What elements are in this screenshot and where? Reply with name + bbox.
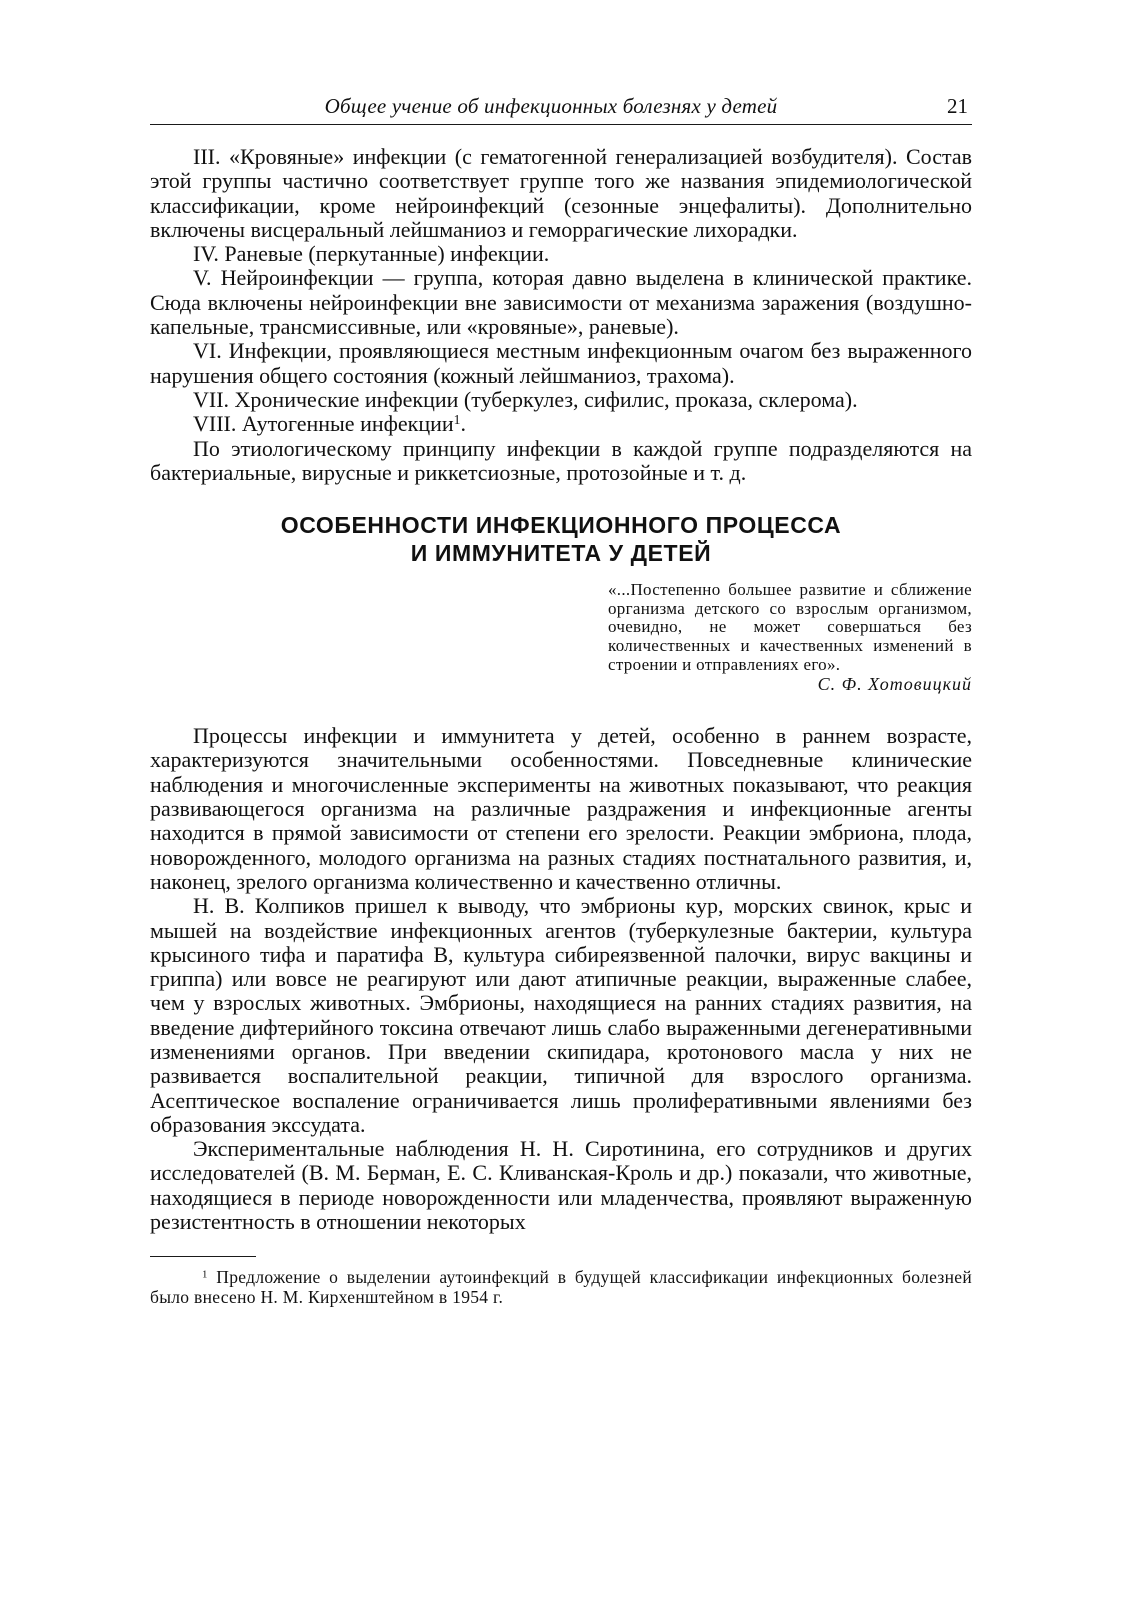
footnote-reference: 1 bbox=[453, 412, 461, 428]
section-heading-line-2: И ИММУНИТЕТА У ДЕТЕЙ bbox=[410, 540, 712, 567]
classification-item-3: III. «Кровяные» инфекции (с гематогенной генерализацией возбудителя). Состав этой группы частично соответствует группе того же названия эпидемиологической классификации, кроме нейроинфекций (сезонные энцефалиты). Дополнительно включены висцеральный лейшманиоз и геморрагические лихорадки. bbox=[150, 144, 972, 242]
section-heading bbox=[150, 511, 972, 567]
classification-item-6: VI. Инфекции, проявляющиеся местным инфекционным очагом без выраженного нарушения общего состояния (кожный лейшманиоз, трахома). bbox=[150, 338, 972, 388]
classification-item-7: VII. Хронические инфекции (туберкулез, сифилис, проказа, склерома). bbox=[193, 386, 858, 412]
epigraph bbox=[608, 581, 972, 694]
running-title: Общее учение об инфекционных болезнях у детей bbox=[324, 94, 778, 118]
section-heading-line-1: ОСОБЕННОСТИ ИНФЕКЦИОННОГО ПРОЦЕССА bbox=[280, 512, 842, 539]
classification-item-8 bbox=[150, 412, 972, 436]
paragraph-1: Процессы инфекции и иммунитета у детей, особенно в раннем возрасте, характеризуются значительными особенностями. Повседневные клинические наблюдения и многочисленные эксперименты на животных показывают, что реакция развивающегося организма на различные раздражения и инфекционные агенты находится в прямой зависимости от степени его зрелости. Реакции эмбриона, плода, новорожденного, молодого организма на разных стадиях постнатального развития, и, наконец, зрелого организма количественно и качественно отличны. bbox=[150, 723, 972, 894]
classification-item-8-end: . bbox=[460, 411, 466, 437]
book-page bbox=[150, 92, 972, 1307]
footnote-divider bbox=[150, 1256, 256, 1257]
running-head bbox=[150, 92, 972, 125]
classification-item-8-text: VIII. Аутогенные инфекции bbox=[193, 411, 454, 437]
page-number: 21 bbox=[947, 94, 968, 118]
section-body bbox=[150, 724, 972, 1234]
footnote-mark: 1 bbox=[202, 1268, 208, 1281]
etiology-paragraph: По этиологическому принципу инфекции в каждой группе подразделяются на бактериальные, вирусные и риккетсиозные, протозойные и т. д. bbox=[150, 435, 972, 485]
classification-item-5: V. Нейроинфекции — группа, которая давно выделена в клинической практике. Сюда включены нейроинфекции вне зависимости от механизма заражения (воздушно-капельные, трансмиссивные, или «кровяные», раневые). bbox=[150, 265, 972, 340]
epigraph-author: С. Ф. Хотовицкий bbox=[817, 674, 972, 695]
paragraph-2: Н. В. Колпиков пришел к выводу, что эмбрионы кур, морских свинок, крыс и мышей на воздействие инфекционных агентов (туберкулезные бактерии, культура крысиного тифа и паратифа В, культура сибиреязвенной палочки, вирус вакцины и гриппа) или вовсе не реагируют или дают атипичные реакции, выраженные слабее, чем у взрослых животных. Эмбрионы, находящиеся на ранних стадиях развития, на введение дифтерийного токсина отвечают лишь слабо выраженными дегенеративными изменениями органов. При введении скипидара, кротонового масла у них не развивается воспалительной реакции, типичной для взрослого организма. Асептическое воспаление ограничивается лишь пролиферативными явлениями без образования экссудата. bbox=[150, 893, 972, 1137]
paragraph-3: Экспериментальные наблюдения Н. Н. Сиротинина, его сотрудников и других исследователей (В. М. Берман, Е. С. Кливанская-Кроль и др.) показали, что животные, находящиеся в периоде новорожденности или младенчества, проявляют выраженную резистентность в отношении некоторых bbox=[150, 1136, 972, 1235]
footnote bbox=[150, 1267, 972, 1307]
footnote-text: Предложение о выделении аутоинфекций в будущей классификации инфекционных болезней было внесено Н. М. Кирхенштейном в 1954 г. bbox=[150, 1267, 972, 1308]
classification-item-4: IV. Раневые (перкутанные) инфекции. bbox=[193, 241, 550, 267]
classification-list bbox=[150, 145, 972, 485]
epigraph-text: «...Постепенно большее развитие и сближение организма детского со взрослым организмом, очевидно, не может совершаться без количественных и качественных изменений в строении и отправлениях его». bbox=[608, 580, 972, 674]
